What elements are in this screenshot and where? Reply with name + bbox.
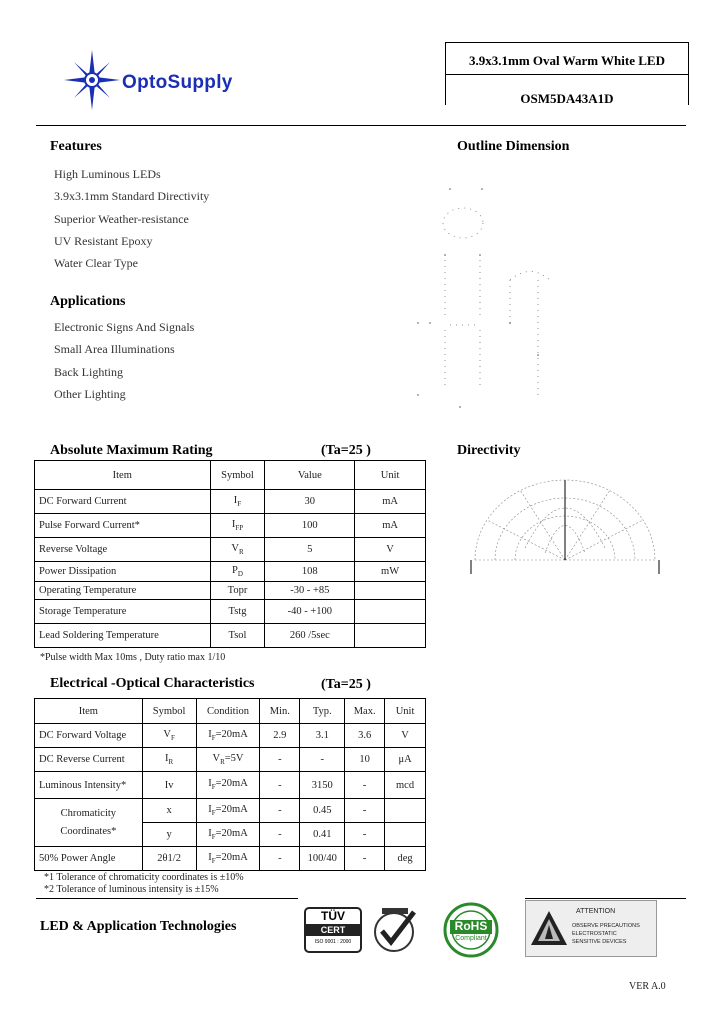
cell-condition: $I_F=20mA$ — [196, 823, 260, 847]
table-header: Max. — [345, 699, 385, 724]
cell-max: - — [345, 847, 385, 871]
tuv-text: TÜV — [321, 909, 345, 923]
eo-note-1: *1 Tolerance of chromaticity coordinates is ±10% — [44, 872, 244, 883]
cell-symbol: y — [142, 823, 196, 847]
part-number: OSM5DA43A1D — [520, 91, 614, 106]
cell-typ: 3150 — [300, 772, 345, 799]
table-row — [35, 582, 426, 600]
table-header: Symbol — [142, 699, 196, 724]
cell-value: 30 — [265, 490, 355, 514]
cell-unit: mA — [355, 514, 426, 538]
cell-item: DC Forward Current — [35, 490, 211, 514]
cell-item: Pulse Forward Current* — [35, 514, 211, 538]
cell-symbol: Tstg — [210, 600, 265, 624]
cell-condition: $I_F=20mA$ — [196, 772, 260, 799]
table-row — [35, 799, 426, 823]
esd-title: ATTENTION — [576, 908, 616, 915]
cell-condition: $I_F=20mA$ — [196, 799, 260, 823]
cell-value: 260 /5sec — [265, 624, 355, 648]
cell-symbol: $I_{FP}$ — [210, 514, 265, 538]
version-label: VER A.0 — [629, 981, 666, 992]
cell-item: Chromaticity Coordinates* — [35, 799, 143, 847]
eo-table — [34, 698, 426, 871]
outline-title: Outline Dimension — [457, 139, 570, 154]
cell-value: -30 - +85 — [265, 582, 355, 600]
cell-symbol: x — [142, 799, 196, 823]
esd-line-3: SENSITIVE DEVICES — [572, 939, 627, 945]
rohs-sub-text: Compliant — [455, 935, 487, 942]
cell-typ: 3.1 — [300, 724, 345, 748]
cell-symbol: $V_R$ — [210, 538, 265, 562]
cell-min: - — [260, 799, 300, 823]
cell-unit: μA — [385, 748, 426, 772]
table-row — [35, 514, 426, 538]
tuv-cert-badge — [303, 906, 363, 954]
table-header: Item — [35, 699, 143, 724]
cell-condition: $I_F=20mA$ — [196, 724, 260, 748]
cell-symbol: Topr — [210, 582, 265, 600]
esd-line-1: OBSERVE PRECAUTIONS — [572, 923, 640, 929]
table-row — [35, 772, 426, 799]
outline-drawing — [410, 175, 570, 415]
eo-condition: (Ta=25 ) — [321, 677, 371, 692]
application-item: Electronic Signs And Signals — [54, 320, 195, 334]
cell-symbol: $P_D$ — [210, 562, 265, 582]
feature-item: Superior Weather-resistance — [54, 211, 189, 226]
directivity-title: Directivity — [457, 443, 521, 458]
cell-max: 10 — [345, 748, 385, 772]
table-row — [35, 624, 426, 648]
table-header: Unit — [355, 461, 426, 490]
table-header: Value — [265, 461, 355, 490]
esd-warning-icon — [529, 909, 569, 949]
cell-typ: 0.45 — [300, 799, 345, 823]
cell-unit — [355, 600, 426, 624]
abs-max-note: *Pulse width Max 10ms , Duty ratio max 1/10 — [40, 652, 226, 663]
cell-symbol: $I_R$ — [142, 748, 196, 772]
footer-rule-right — [525, 898, 686, 899]
rohs-text: RoHS — [454, 919, 488, 933]
table-row — [35, 538, 426, 562]
application-item: Other Lighting — [54, 386, 126, 401]
abs-max-condition: (Ta=25 ) — [321, 443, 371, 458]
feature-item: Water Clear Type — [54, 256, 138, 271]
features-title: Features — [50, 139, 102, 154]
cell-unit — [385, 823, 426, 847]
cell-symbol: 2θ1/2 — [142, 847, 196, 871]
cell-min: - — [260, 823, 300, 847]
cell-min: - — [260, 748, 300, 772]
cell-typ: 0.41 — [300, 823, 345, 847]
cell-symbol: Tsol — [210, 624, 265, 648]
cell-unit: V — [355, 538, 426, 562]
cell-symbol: $V_F$ — [142, 724, 196, 748]
cell-unit: V — [385, 724, 426, 748]
application-item: Small Area Illuminations — [54, 342, 175, 357]
cell-unit: deg — [385, 847, 426, 871]
cell-item: DC Forward Voltage — [35, 724, 143, 748]
features-list — [54, 163, 209, 274]
cell-min: - — [260, 847, 300, 871]
cell-item: Luminous Intensity* — [35, 772, 143, 799]
table-header: Item — [35, 461, 211, 490]
cell-item: Reverse Voltage — [35, 538, 211, 562]
cell-min: - — [260, 772, 300, 799]
cell-typ: 100/40 — [300, 847, 345, 871]
table-row — [35, 724, 426, 748]
application-item: Back Lighting — [54, 364, 123, 379]
cell-unit — [355, 582, 426, 600]
quality-cert-icon — [370, 906, 422, 954]
abs-max-table — [34, 460, 426, 648]
cell-item: Operating Temperature — [35, 582, 211, 600]
table-row — [35, 600, 426, 624]
table-row — [35, 490, 426, 514]
footer-rule-left — [36, 898, 298, 899]
table-header: Typ. — [300, 699, 345, 724]
product-title: 3.9x3.1mm Oval Warm White LED — [469, 53, 665, 68]
esd-line-2: ELECTROSTATIC — [572, 931, 617, 937]
cell-max: - — [345, 772, 385, 799]
cell-condition: $V_R=5V$ — [196, 748, 260, 772]
footer-title: LED & Application Technologies — [40, 919, 237, 934]
star-logo-icon — [62, 48, 122, 112]
abs-max-title: Absolute Maximum Rating — [50, 443, 213, 458]
cell-min: 2.9 — [260, 724, 300, 748]
cell-item: Power Dissipation — [35, 562, 211, 582]
cell-item: 50% Power Angle — [35, 847, 143, 871]
cell-value: -40 - +100 — [265, 600, 355, 624]
table-header: Min. — [260, 699, 300, 724]
directivity-diagram — [465, 478, 665, 578]
table-header: Condition — [196, 699, 260, 724]
cell-unit: mcd — [385, 772, 426, 799]
tuv-sub-text: CERT — [320, 925, 346, 935]
cell-unit — [385, 799, 426, 823]
feature-item: UV Resistant Epoxy — [54, 233, 153, 248]
cell-unit: mW — [355, 562, 426, 582]
company-logo — [60, 48, 280, 112]
cell-symbol: Iv — [142, 772, 196, 799]
cell-value: 100 — [265, 514, 355, 538]
esd-warning-box — [525, 900, 657, 957]
cell-item: DC Reverse Current — [35, 748, 143, 772]
cell-symbol: $I_F$ — [210, 490, 265, 514]
cell-max: 3.6 — [345, 724, 385, 748]
table-row — [35, 847, 426, 871]
feature-item: High Luminous LEDs — [54, 167, 161, 181]
cell-condition: $I_F=20mA$ — [196, 847, 260, 871]
cell-max: - — [345, 823, 385, 847]
cell-value: 5 — [265, 538, 355, 562]
cell-item: Lead Soldering Temperature — [35, 624, 211, 648]
eo-title: Electrical -Optical Characteristics — [50, 676, 255, 691]
iso-text: ISO 9001 : 2000 — [314, 939, 352, 945]
cell-typ: - — [300, 748, 345, 772]
feature-item: 3.9x3.1mm Standard Directivity — [54, 189, 210, 204]
cell-item: Storage Temperature — [35, 600, 211, 624]
table-row — [35, 562, 426, 582]
cell-unit: mA — [355, 490, 426, 514]
applications-title: Applications — [50, 294, 126, 309]
cell-value: 108 — [265, 562, 355, 582]
eo-note-2: *2 Tolerance of luminous intensity is ±15% — [44, 884, 219, 895]
table-header: Symbol — [210, 461, 265, 490]
company-name: OptoSupply — [122, 72, 233, 93]
header-rule — [36, 125, 686, 126]
applications-list — [54, 316, 194, 405]
cell-max: - — [345, 799, 385, 823]
title-box-divider — [445, 74, 688, 75]
table-header: Unit — [385, 699, 426, 724]
table-row — [35, 748, 426, 772]
rohs-badge — [436, 902, 506, 958]
cell-unit — [355, 624, 426, 648]
